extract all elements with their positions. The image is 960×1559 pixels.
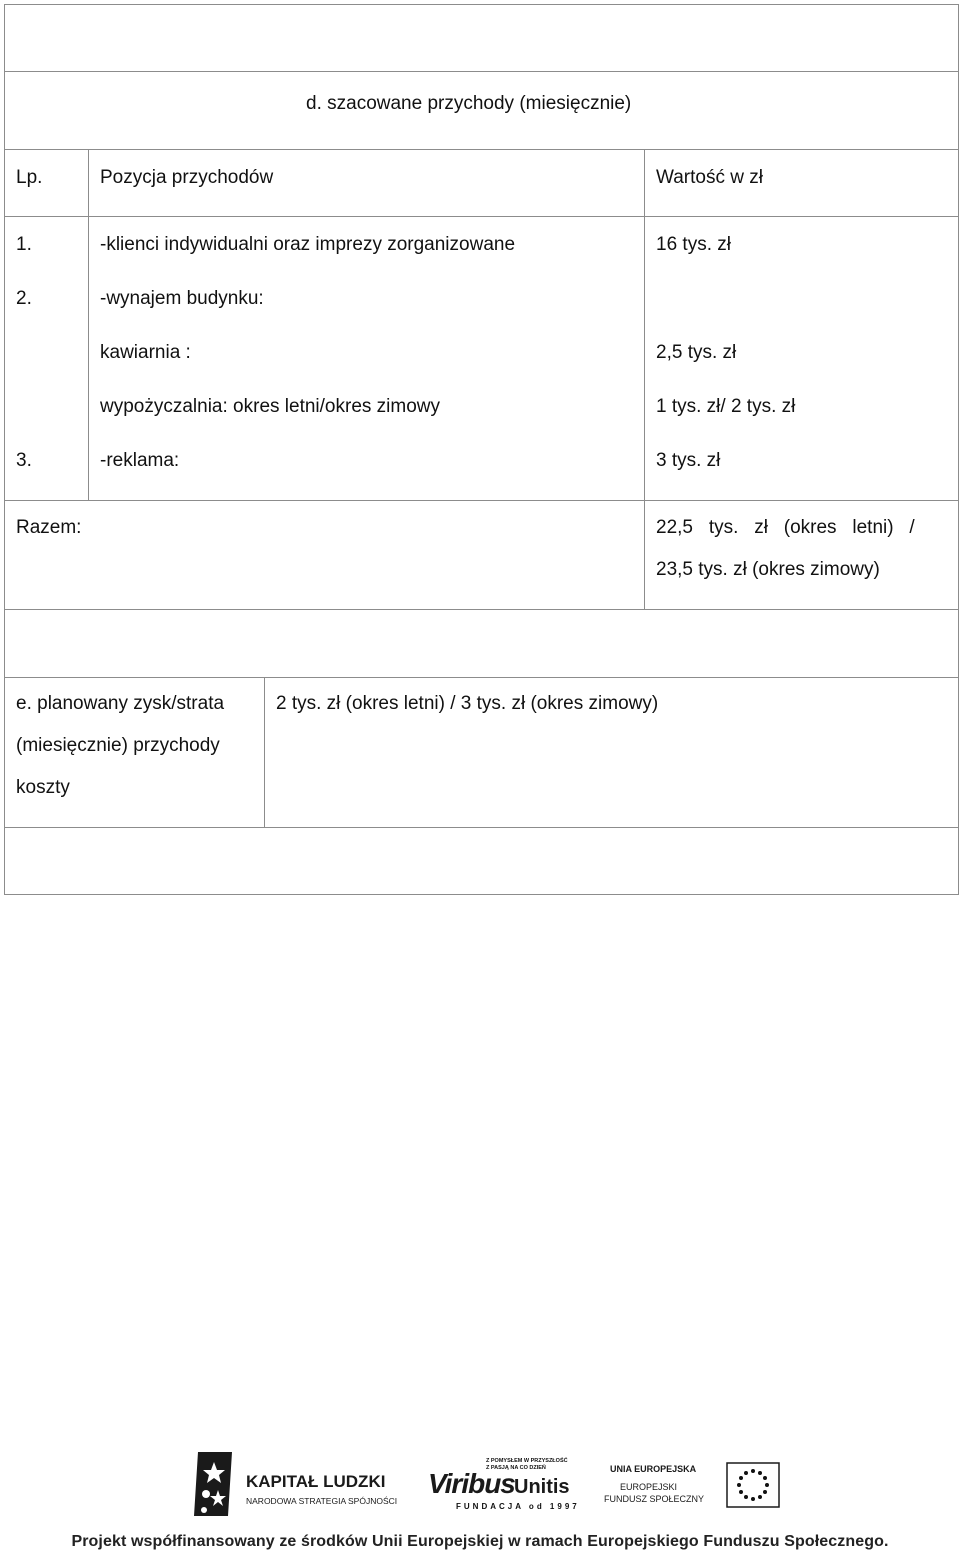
footer-logos: [0, 1440, 960, 1520]
row-divider: [4, 677, 959, 678]
kapital-ludzki-logo: [192, 1452, 398, 1516]
row-position: -wynajem budynku:: [100, 288, 264, 309]
unitis-name: Unitis: [514, 1476, 570, 1498]
header-value: Wartość w zł: [656, 167, 763, 188]
row-lp: 1.: [16, 234, 32, 255]
row-position: -klienci indywidualni oraz imprezy zorganizowane: [100, 234, 516, 255]
row-divider: [4, 827, 959, 828]
row-value: 3 tys. zł: [656, 450, 721, 471]
eu-logo: [600, 1462, 782, 1512]
section-e-value: 2 tys. zł (okres letni) / 3 tys. zł (okres zimowy): [276, 693, 659, 714]
eu-line1: UNIA EUROPEJSKA: [610, 1464, 697, 1474]
row-value: 2,5 tys. zł: [656, 342, 737, 363]
column-divider: [644, 149, 645, 609]
eu-line2: EUROPEJSKI: [620, 1482, 678, 1492]
viribus-name: Viribus: [428, 1468, 515, 1499]
row-value: 1 tys. zł/ 2 tys. zł: [656, 396, 796, 417]
total-label: Razem:: [16, 517, 82, 538]
row-position: wypożyczalnia: okres letni/okres zimowy: [100, 396, 441, 417]
row-divider: [4, 216, 959, 217]
row-divider: [4, 609, 959, 610]
section-e-label-line2: (miesięcznie) przychody: [16, 735, 220, 756]
viribus-foundation: FUNDACJA od 1997: [456, 1502, 580, 1511]
section-d-title: d. szacowane przychody (miesięcznie): [306, 93, 632, 114]
row-divider: [4, 149, 959, 150]
row-lp: 3.: [16, 450, 32, 471]
row-divider: [4, 71, 959, 72]
section-e-label-line1: e. planowany zysk/strata: [16, 693, 225, 714]
eu-flag-icon: [726, 1462, 780, 1508]
row-lp: 2.: [16, 288, 32, 309]
viribus-tagline-1: Z POMYSŁEM W PRZYSZŁOŚĆ: [486, 1458, 568, 1464]
row-position: -reklama:: [100, 450, 180, 471]
eu-line3: FUNDUSZ SPOŁECZNY: [604, 1494, 705, 1504]
viribus-unitis-logo: [428, 1458, 578, 1514]
kapital-ludzki-title: KAPITAŁ LUDZKI: [246, 1472, 386, 1491]
kapital-ludzki-emblem-icon: [192, 1452, 236, 1516]
header-lp: Lp.: [16, 167, 43, 188]
row-divider: [4, 500, 959, 501]
viribus-tagline-2: Z PASJĄ NA CO DZIEŃ: [486, 1465, 546, 1471]
total-value-line2: 23,5 tys. zł (okres zimowy): [656, 559, 880, 580]
cofinancing-note: Projekt współfinansowany ze środków Unii Europejskiej w ramach Europejskiego Funduszu Społecznego.: [71, 1533, 889, 1550]
row-value: 16 tys. zł: [656, 234, 731, 255]
column-divider: [88, 149, 89, 500]
total-value-line1: 22,5 tys. zł (okres letni) /: [656, 517, 915, 538]
kapital-ludzki-subtitle: NARODOWA STRATEGIA SPÓJNOŚCI: [246, 1496, 398, 1506]
row-position: kawiarnia :: [100, 342, 191, 363]
column-divider: [264, 677, 265, 827]
header-position: Pozycja przychodów: [100, 167, 274, 188]
section-e-label-line3: koszty: [16, 777, 70, 798]
